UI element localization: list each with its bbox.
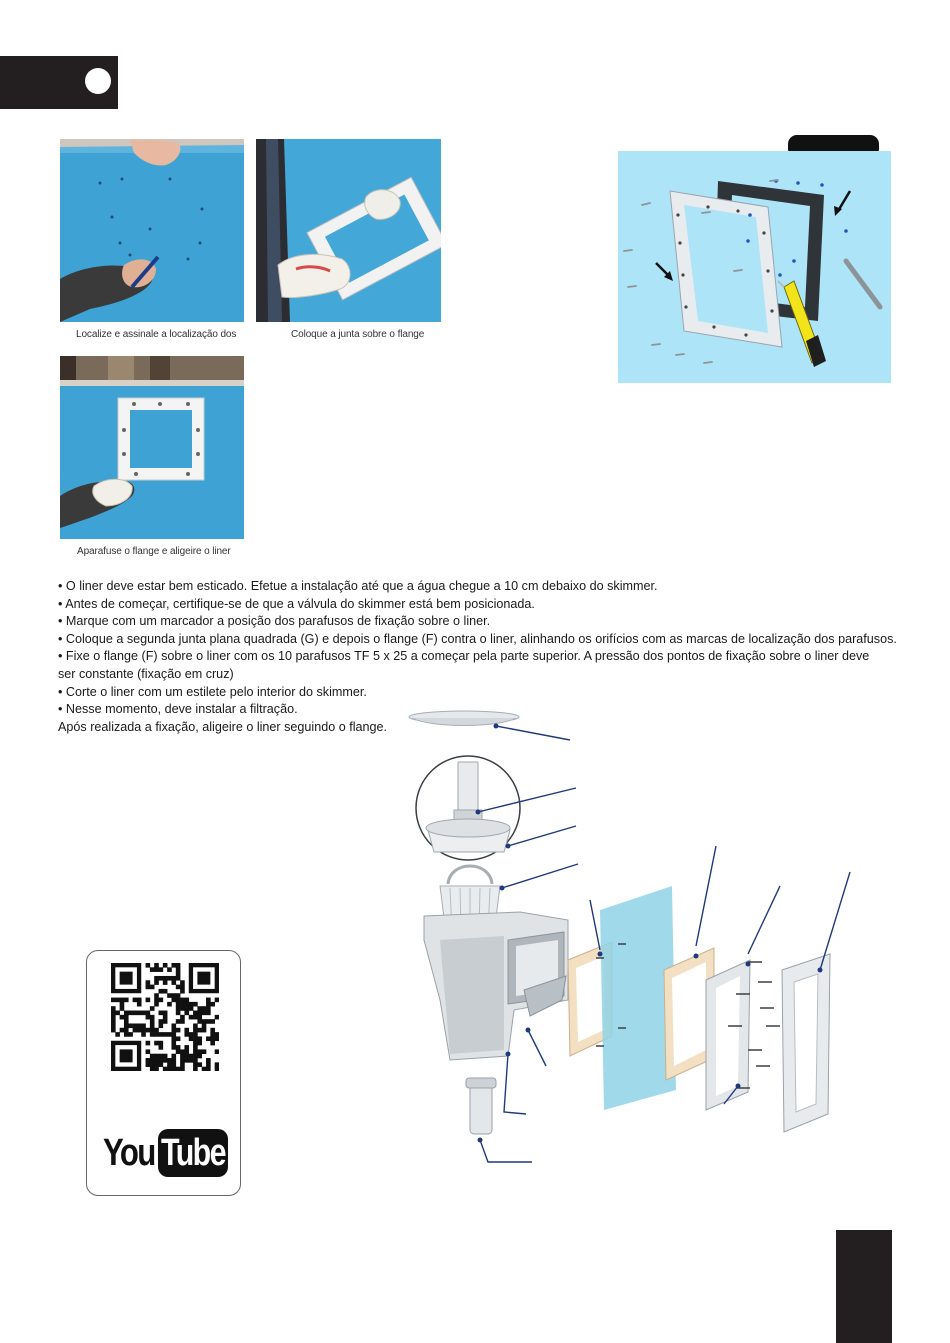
photo-screw-flange bbox=[60, 356, 244, 539]
qr-code[interactable] bbox=[111, 963, 219, 1071]
instruction-item: • Corte o liner com um estilete pelo interior do skimmer. bbox=[58, 684, 367, 699]
youtube-logo-you: You bbox=[103, 1132, 155, 1174]
instruction-item: • Antes de começar, certifique-se de que a válvula do skimmer está bem posicionada. bbox=[58, 596, 535, 611]
page-side-tab bbox=[836, 1230, 892, 1343]
photo-locate-mark bbox=[60, 139, 244, 322]
instruction-item: • Nesse momento, deve instalar a filtração. bbox=[58, 702, 298, 717]
qr-youtube-card[interactable] bbox=[86, 950, 241, 1196]
instruction-item: • Coloque a segunda junta plana quadrada (G) e depois o flange (F) contra o liner, alinhando os orifícios com as marcas de localização dos parafusos. bbox=[58, 631, 897, 646]
instruction-closing: Após realizada a fixação, aligeire o liner seguindo o flange. bbox=[58, 719, 388, 734]
instruction-item: • Marque com um marcador a posição dos parafusos de fixação sobre o liner. bbox=[58, 614, 491, 629]
caption-screw: Aparafuse o flange e aligeire o liner bbox=[77, 546, 231, 557]
caption-gasket: Coloque a junta sobre o flange bbox=[291, 329, 425, 340]
caption-locate: Localize e assinale a localização dos bbox=[76, 329, 237, 340]
photo-gasket-flange bbox=[256, 139, 441, 322]
detail-diagram-gasket-flange bbox=[618, 151, 891, 383]
instruction-item: • Fixe o flange (F) sobre o liner com os 10 parafusos TF 5 x 25 a começar pela parte superior. A pressão dos pontos de fixação sobre o liner deve ser constante (fixação em cruz) bbox=[58, 649, 870, 681]
exploded-skimmer-diagram bbox=[400, 700, 900, 1180]
instruction-item: • O liner deve estar bem esticado. Efetue a instalação até que a água chegue a 10 cm debaixo do skimmer. bbox=[58, 579, 658, 593]
header-step-dot bbox=[85, 68, 111, 94]
youtube-logo[interactable] bbox=[103, 1129, 228, 1177]
youtube-logo-tube: Tube bbox=[161, 1132, 225, 1174]
